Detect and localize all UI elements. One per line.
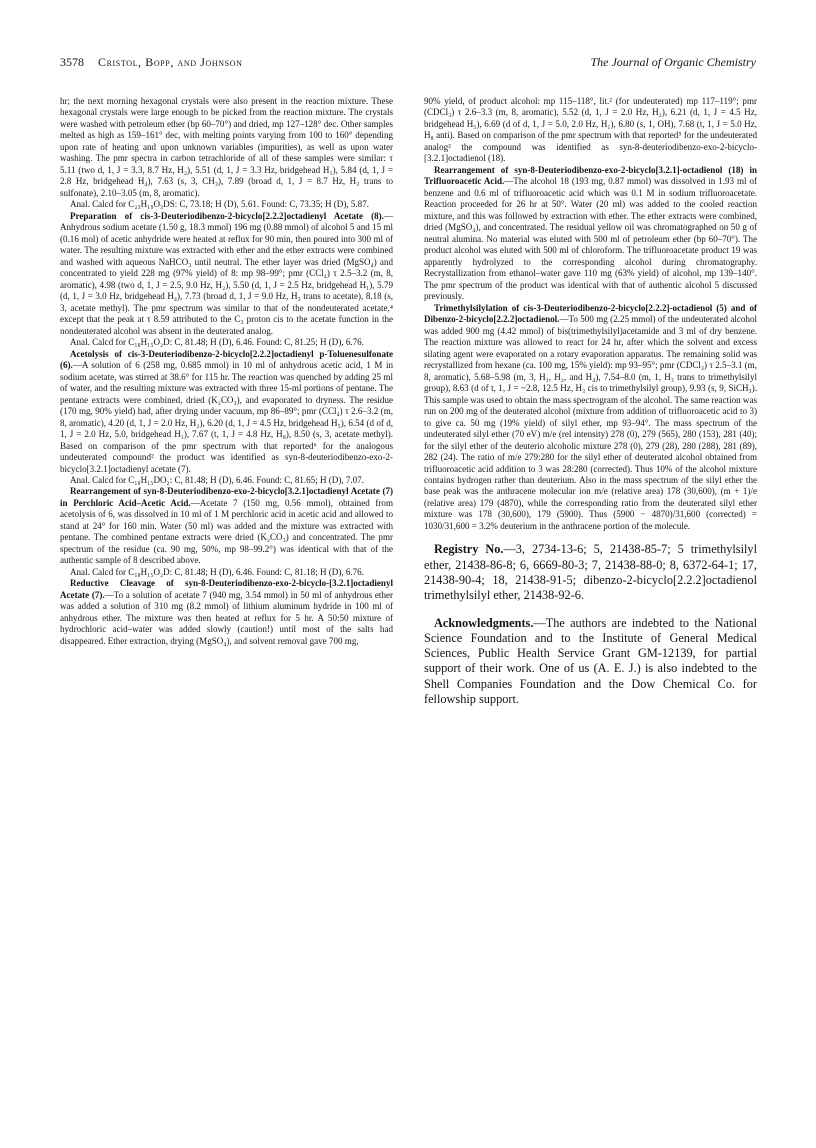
acknowledgments-block bbox=[424, 616, 757, 708]
paragraph bbox=[60, 475, 393, 486]
acknowledgments-text: —The authors are indebted to the National Science Foundation and to the Institute of General Medical Sciences, Public Health Service Grant GM-12139, for partial support of their work. One of us (A. E. J.) is also indebted to the Shell Companies Foundation and the Dow Chemical Co. for fellowship support. bbox=[424, 615, 757, 707]
paragraph bbox=[60, 199, 393, 210]
section-heading: Rearrangement of syn-8-Deuteriodibenzo-exo-2-bicyclo[3.2.1]octadienyl Acetate (7) in Perchloric Acid–Acetic Acid. bbox=[60, 486, 393, 508]
paragraph bbox=[60, 486, 393, 566]
paragraph-text: hr; the next morning hexagonal crystals were also present in the reaction mixture. These hexagonal crystals were large enough to be picked from the reaction mixture. The crystals were washed with petroleum ether (bp 60–70°) and dried, mp 127–128° dec. Other samples melted as high as 159–161° dec, with melting points varying from 100 to 160° depending upon rate of heating and upon unknown variables (impurities), as well as upon water washing. The pmr spectra in carbon tetrachloride of all of these samples were similar: τ 5.11 (two d, 1, J = 3.3, 8.7 Hz, H₂), 5.51 (d, 1, J = 3.3 Hz, bridgehead H₁), 5.84 (d, 1, J = 2.8 Hz, bridgehead H₄), 7.63 (s, 3, CH₃), 7.89 (broad d, 1, J = 8.7 Hz, H₃ trans to sulfonate), 2.10–3.05 (m, 8, aromatic). bbox=[60, 96, 393, 198]
paragraph bbox=[424, 165, 757, 303]
paragraph bbox=[424, 616, 757, 708]
paragraph bbox=[60, 96, 393, 199]
paragraph-text: —To 500 mg (2.25 mmol) of the undeuterated alcohol was added 900 mg (4.42 mmol) of bis(trimethylsilyl)acetamide and 3 ml of dry benzene. The reaction mixture was allowed to react for 24 hr, after which the solvent and excess silating agent were evaporated on a rotary evaporation apparatus. The remaining solid was recrystallized from hexane (ca. 100 mg, 15% yield): mp 93–95°; pmr (CDCl₃) τ 2.5–3.1 (m, 8, aromatic), 5.68–5.98 (m, 3, H₁, H₂, and H₄), 7.54–8.0 (m, 1, H₃ trans to trimethylsilyl group), 8.63 (d of t, 1, J = ~2.8, 12.5 Hz, H₃ cis to trimethylsilyl group), 9.93 (s, 9, SiCH₃). This sample was used to obtain the mass spectrogram of the alcohol. The same reaction was run on 200 mg of the deuterated alcohol (mixture from addition of trifluoroacetic acid to 3) to give ca. 50 mg (19% yield) of silyl ether, mp 93–94°. The mass spectrum of the undeuterated silyl ether (70 eV) m/e (rel intensity) 278 (0), 279 (565), 280 (153), 281 (40); for the silyl ether of the deuterio alcoholic mixture 278 (0), 279 (28), 280 (288), 281 (89), 282 (24). The ratio of m/e 279:280 for the silyl ether of deuterated alcohol obtained from trifluoroacetic acid addition to 3 was 28:280 (corrected). Thus 10% of the alcohol mixture contains hydrogen rather than deuterium. Also in the mass spectrum of the silyl ether the base peak was the anthracene molecular ion m/e (relative area) 178 (30,600), (m + 1)/e (relative area) 179 (4870), while the corresponding ratio from the deuterated silyl ether mixture was 178 (30,600), 179 (5900). Thus (5900 − 4870)/31,600 (corrected) = 1030/31,600 = 3.2% deuterium in the anthracene portion of the molecule. bbox=[424, 314, 757, 531]
registry-block bbox=[424, 542, 757, 603]
paragraph-text: —To a solution of acetate 7 (940 mg, 3.54 mmol) in 50 ml of anhydrous ether was added a solution of 310 mg (8.2 mmol) of lithium aluminum hydride in 100 ml of anhydrous ether. The mixture was then heated at reflux for 5 hr. A 50:50 mixture of hydrochloric acid–water was added slowly (caution!) until most of the salts had disappeared. Ether extraction, drying (MgSO₄), and solvent removal gave 700 mg, bbox=[60, 589, 393, 646]
registry-text: —3, 2734-13-6; 5, 21438-85-7; 5 trimethylsilyl ether, 21438-86-8; 6, 6669-80-3; 7, 21438-88-0; 8, 6372-64-1; 17, 21438-90-4; 18, 21438-91-5; dibenzo-2-bicyclo[2.2.2]octadienol trimethylsilyl ether, 21438-92-6. bbox=[424, 542, 757, 603]
left-column bbox=[60, 96, 393, 647]
paragraph bbox=[60, 567, 393, 578]
section-heading: Acetolysis of cis-3-Deuteriodibenzo-2-bicyclo[2.2.2]octadienyl p-Toluenesulfonate (6). bbox=[60, 348, 393, 371]
page-number: 3578 bbox=[60, 55, 84, 69]
section-heading: Reductive Cleavage of syn-8-Deuteriodibenzo-exo-2-bicyclo-[3.2.1]octadienyl Acetate (7). bbox=[60, 578, 393, 600]
section-heading: Trimethylsilylation of cis-3-Deuteriodibenzo-2-bicyclo[2.2.2]-octadienol (5) and of Dibenzo-2-bicyclo[2.2.2]octadienol. bbox=[424, 302, 757, 325]
registry-heading: Registry No. bbox=[434, 542, 504, 557]
journal-name: The Journal of Organic Chemistry bbox=[590, 55, 756, 69]
paragraph-text: Anal. Calcd for C₂₃H₁₉O₃DS: C, 73.18; H (D), 5.61. Found: C, 73.35; H (D), 5.87. bbox=[70, 199, 369, 210]
paragraph-text: 90% yield, of product alcohol: mp 115–118°, lit.² (for undeuterated) mp 117–119°; pmr (CDCl₃) τ 2.6–3.3 (m, 8, aromatic), 5.52 (d, 1, J = 2.0 Hz, H₂), 6.21 (d, 1, J = 4.5 Hz, bridgehead H₅), 6.69 (d of d, 1, J = 5.0, 2.0 Hz, H₁), 6.80 (s, 1, OH), 7.68 (t, 1, J = 5.0 Hz, H₈ anti). Based on comparison of the pmr spectrum with that reported⁵ for the undeuterated analog² the compound was identified as syn-8-deuteriodibenzo-exo-2-bicyclo-[3.2.1]octadienol (18). bbox=[424, 96, 757, 164]
running-header bbox=[60, 55, 756, 73]
paragraph-text: —Acetate 7 (150 mg, 0.56 mmol), obtained from acetolysis of 6, was dissolved in 10 ml of 1 M perchloric acid in acetic acid and allowed to stand at 24° for 160 min. Water (50 ml) was added and the mixture was extracted with pentane. The combined pentane extracts were dried (K₂CO₃) and concentrated. The pmr spectrum of the residue (ca. 90 mg, 50%, mp 98–99.2°) was identical with that of the authentic sample of 8 described above. bbox=[60, 497, 393, 566]
paragraph bbox=[424, 542, 757, 603]
paragraph-text: —Anhydrous sodium acetate (1.50 g, 18.3 mmol) 196 mg (0.88 mmol) of alcohol 5 and 15 ml (0.16 mol) of acetic anhydride were heated at reflux for 90 min, then poured into 300 ml of water. The resulting mixture was extracted with ether and the ether extracts were combined and washed with aqueous NaHCO₃ until neutral. The ether layer was dried (MgSO₄) and concentrated to yield 228 mg (97% yield) of 8: mp 98–99°; pmr (CCl₄) τ 2.5–3.2 (m, 8, aromatic), 4.98 (two d, 1, J = 2.5, 9.0 Hz, H₂), 5.50 (d, 1, J = 2.5 Hz, bridgehead H₁), 5.79 (d, 1, J = 3.0 Hz, bridgehead H₄), 7.73 (broad d, 1, J = 9.0 Hz, H₃ trans to acetate), 8.18 (s, 3, acetate methyl). The pmr spectrum was similar to that of the nondeuterated acetate,⁴ except that the peak at τ 8.59 attributed to the C₃ proton cis to the acetate function in the nondeuterated alcohol was absent in the deuterated analog. bbox=[60, 210, 393, 336]
paragraph-text: —The alcohol 18 (193 mg, 0.87 mmol) was dissolved in 1.93 ml of benzene and 0.6 ml of trifluoroacetic acid which was 0.1 M in sodium trifluoroacetate. Reaction proceeded for 26 hr at 50°. Water (20 ml) was added to the cooled reaction mixture, and this was followed by extraction with ether. The ether extracts were combined, dried (MgSO₄), and concentrated. The residual yellow oil was chromatographed on 50 g of neutral alumina. No material was eluted with 500 ml of petroleum ether (bp 60–70°). The product alcohol was eluted with 500 ml of chloroform. The trifluoroacetate product 19 was apparently hydrolyzed to the corresponding alcohol during chromatography. Recrystallization from ethanol–water gave 110 mg (63% yield) of alcohol, mp 139–140°. The pmr spectrum of the product was identical with that of authentic alcohol 5 discussed previously. bbox=[424, 176, 757, 302]
paragraph-text: Anal. Calcd for C₁₈H₁₅O₂D: C, 81.48; H (D), 6.46. Found: C, 81.25; H (D), 6.76. bbox=[70, 337, 364, 348]
paragraph-text: Anal. Calcd for C₁₈H₁₅DO₂: C, 81.48; H (D), 6.46. Found: C, 81.65; H (D), 7.07. bbox=[70, 474, 364, 485]
paragraph bbox=[60, 349, 393, 475]
paragraph bbox=[424, 96, 757, 165]
paragraph-text: —A solution of 6 (258 mg, 0.685 mmol) in 10 ml of anhydrous acetic acid, 1 M in sodium acetate, was stirred at 38.6° for 115 hr. The reaction was quenched by adding 25 ml of water, and the resulting mixture was extracted with three 15-ml portions of pentane. The pentane extracts were combined, dried (K₂CO₃), and evaporated to dryness. The residue (170 mg, 90% yield) had, after drying under vacuum, mp 86–89°; pmr (CCl₄) τ 2.6–3.2 (m, 8, aromatic), 4.20 (d, 1, J = 2.0 Hz, H₂), 6.20 (d, 1, J = 4.5 Hz, bridgehead H₅), 6.54 (d of d, 1, J = 2.0 Hz, 5.0, bridgehead H₁), 7.67 (t, 1, J = 4.8 Hz, H₈), 8.50 (s, 3, acetate methyl). Based on comparison of the pmr spectrum with that reported⁶ for the analogous undeuterated compound² the product was identified as syn-8-deuteriodibenzo-exo-2-bicyclo[3.2.1]octadienyl acetate (7). bbox=[60, 360, 393, 474]
section-heading: Rearrangement of syn-8-Deuteriodibenzo-exo-2-bicyclo[3.2.1]-octadienol (18) in Trifluoroacetic Acid. bbox=[424, 164, 757, 187]
paragraph bbox=[60, 337, 393, 348]
acknowledgments-heading: Acknowledgments. bbox=[434, 615, 534, 630]
paragraph bbox=[60, 211, 393, 337]
running-authors: Cristol, Bopp, and Johnson bbox=[98, 55, 243, 69]
paragraph bbox=[424, 303, 757, 533]
paragraph bbox=[60, 578, 393, 647]
paragraph-text: Anal. Calcd for C₁₈H₁₅O₂D: C, 81.48; H (D), 6.46. Found: C, 81.18; H (D), 6.76. bbox=[70, 566, 364, 577]
right-column bbox=[424, 96, 757, 707]
section-heading: Preparation of cis-3-Deuteriodibenzo-2-bicyclo[2.2.2]octadienyl Acetate (8). bbox=[70, 210, 384, 221]
